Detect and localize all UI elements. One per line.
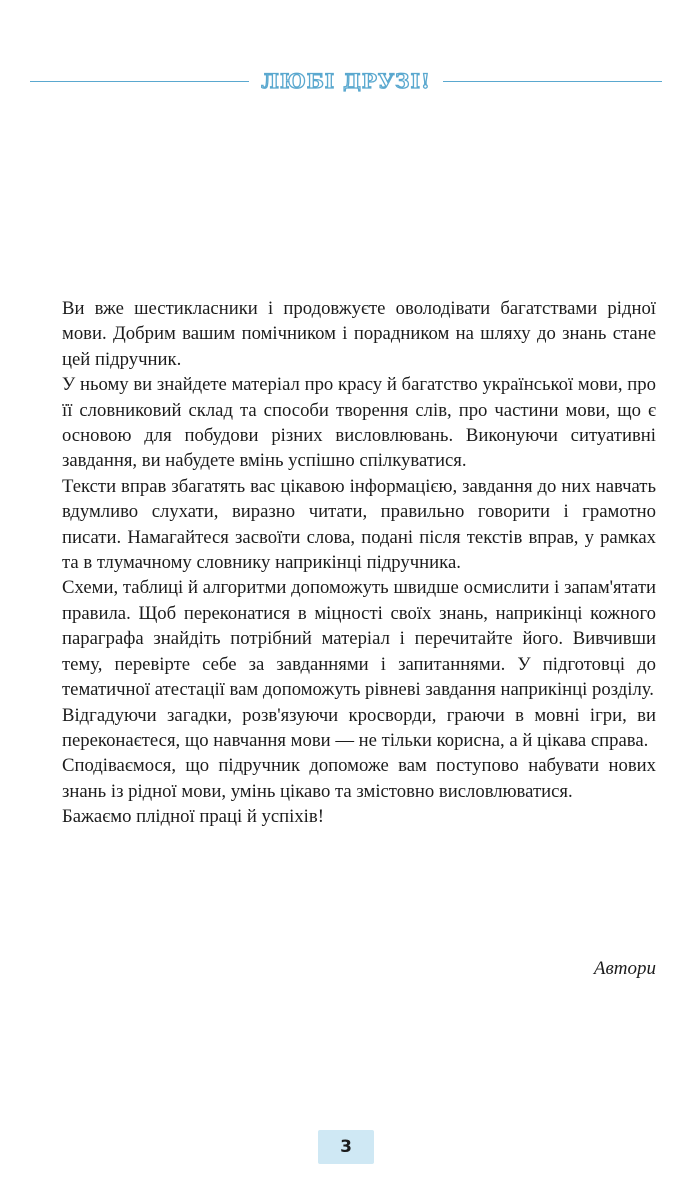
page-header <box>30 66 662 96</box>
header-rule-left <box>30 81 249 82</box>
signature-authors: Автори <box>593 958 656 979</box>
paragraph-2: У ньому ви знайдете матеріал про красу й багатство української мови, про її словниковий склад та способи творення слів, про частини мови, що є основою для побудови різних висловлювань. Виконуючи ситуативні завдання, ви набудете вмінь успішно спілкуватися. <box>62 374 656 472</box>
page-title: ЛЮБІ ДРУЗІ! <box>261 69 431 93</box>
paragraph-5: Відгадуючи загадки, розв'язуючи кросворди, граючи в мовні ігри, ви переконаєтеся, що навчання мови — не тільки корисна, а й цікава справа. <box>62 704 656 751</box>
page-number: 3 <box>318 1130 374 1164</box>
paragraph-1: Ви вже шестикласники і продовжуєте оволодівати багатствами рідної мови. Добрим вашим помічником і порадником на шляху до знань стане цей підручник. <box>62 298 656 370</box>
paragraph-4: Схеми, таблиці й алгоритми допоможуть швидше осмислити і запам'ятати правила. Щоб переконатися в міцності своїх знань, наприкінці кожного параграфа знайдіть потрібний матеріал і перечитайте його. Вивчивши тему, перевірте себе за завданнями і запитаннями. У підготовці до тематичної атестації вам допоможуть рівневі завдання наприкінці розділу. <box>62 577 656 701</box>
header-rule-right <box>443 81 662 82</box>
intro-text <box>62 296 656 830</box>
paragraph-7: Бажаємо плідної праці й успіхів! <box>62 806 324 828</box>
paragraph-6: Сподіваємося, що підручник допоможе вам поступово набувати нових знань із рідної мови, умінь цікаво та змістовно висловлюватися. <box>62 755 656 802</box>
paragraph-3: Тексти вправ збагатять вас цікавою інформацією, завдання до них навчать вдумливо слухати, виразно читати, правильно говорити і грамотно писати. Намагайтеся засвоїти слова, подані після текстів вправ, у рамках та в тлумачному словнику наприкінці підручника. <box>62 475 656 574</box>
